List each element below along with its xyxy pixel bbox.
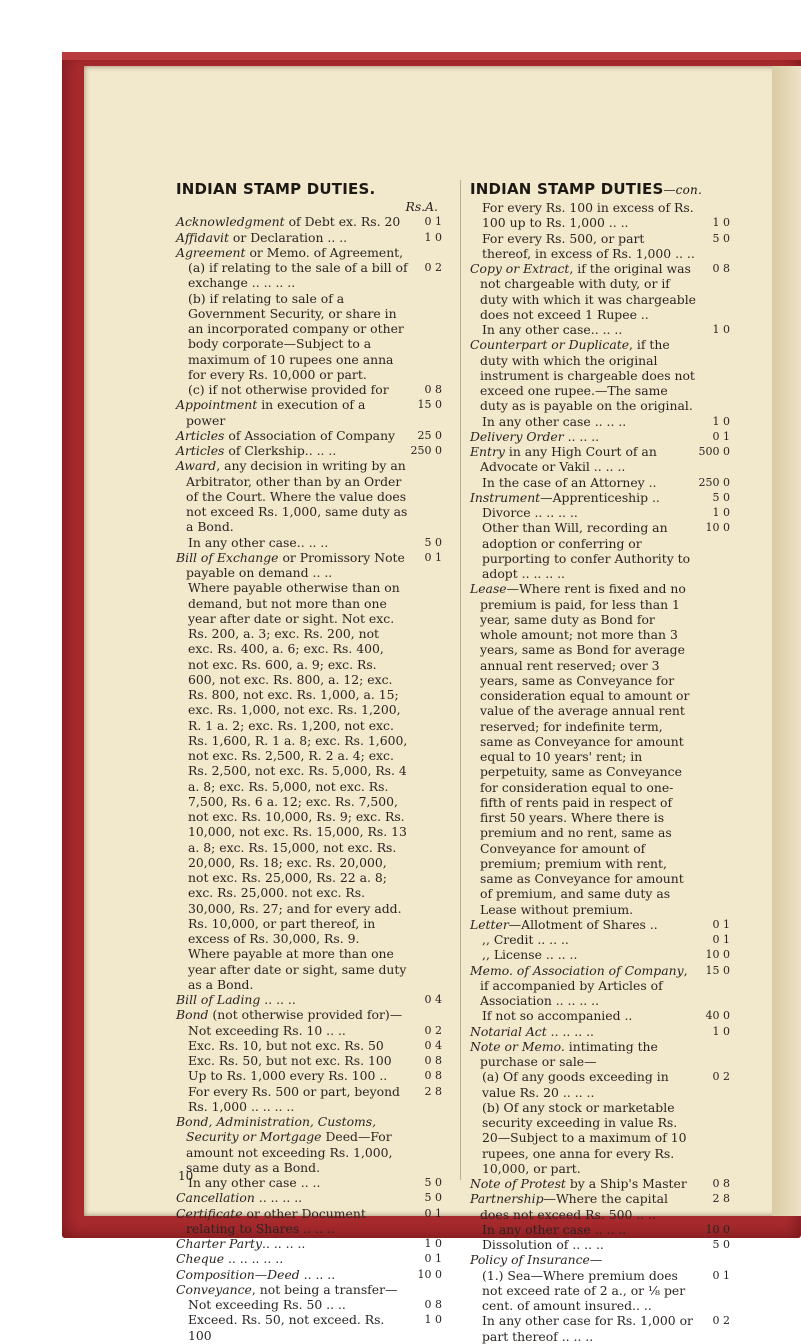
entry-text	[176, 1236, 408, 1251]
entry-text	[470, 444, 696, 475]
entry-text	[176, 946, 408, 992]
entry-description: In any other case for Rs. 1,000 or part thereof .. .. ..	[482, 1313, 693, 1344]
entry-duty-value: 0 1	[424, 550, 442, 564]
entry-duty-value: 10 0	[705, 521, 730, 535]
entry-text	[470, 1222, 696, 1237]
entry-description: intimating the purchase or sale—	[480, 1038, 658, 1069]
entry-row	[176, 946, 442, 992]
entry-duty-value: 0 8	[424, 1298, 442, 1311]
entry-text	[176, 1297, 408, 1312]
entry-duty-value: 15 0	[705, 963, 730, 977]
entry-text	[470, 1024, 696, 1039]
entry-row	[470, 581, 730, 917]
left-column-title: INDIAN STAMP DUTIES.	[176, 180, 376, 198]
entry-duty-value: 0 1	[712, 429, 730, 443]
entry-row	[470, 917, 730, 932]
entry-text	[176, 382, 408, 397]
entry-row	[176, 397, 442, 428]
column-divider	[460, 180, 461, 1180]
entry-text	[470, 947, 696, 962]
entry-duty-value: 0 2	[712, 1314, 730, 1328]
entry-term: Letter	[470, 916, 509, 932]
entry-text	[470, 1237, 696, 1252]
entry-duty-value: 2 8	[424, 1084, 442, 1098]
left-rs-label: Rs.A.	[405, 199, 438, 214]
entry-text	[470, 1176, 696, 1191]
entry-row	[176, 1206, 442, 1237]
entry-duty-value: 10 0	[705, 948, 730, 962]
entry-term: Articles	[176, 443, 225, 458]
entry-text	[176, 1251, 408, 1266]
entry-row	[176, 382, 442, 397]
entry-row	[470, 520, 730, 581]
entry-row	[470, 1268, 730, 1314]
entry-duty-value: 5 0	[424, 1191, 442, 1205]
entry-row	[176, 992, 442, 1007]
entry-text	[176, 1282, 408, 1297]
entry-text	[176, 1023, 408, 1038]
entry-duty-value: 0 1	[712, 1268, 730, 1282]
entry-row	[470, 429, 730, 444]
entry-description: (a) if relating to the sale of a bill of exchange .. .. .. ..	[188, 260, 408, 291]
entry-term: Acknowledgment	[176, 214, 285, 230]
entry-description: In any other case .. .. ..	[482, 1221, 627, 1237]
entry-text	[176, 1206, 408, 1237]
entry-description: or Declaration .. ..	[228, 229, 348, 245]
entry-row	[176, 1312, 442, 1343]
entry-text	[470, 429, 696, 444]
entry-text	[176, 458, 408, 534]
right-title-main: INDIAN STAMP DUTIES	[470, 180, 664, 198]
entry-row	[176, 1023, 442, 1038]
entry-text	[470, 505, 696, 520]
entry-row	[176, 428, 442, 443]
entry-term: Note or Memo.	[470, 1038, 565, 1054]
entry-row	[470, 1024, 730, 1039]
entry-term: Charter Party	[176, 1236, 263, 1251]
right-column-title	[470, 180, 730, 200]
entry-duty-value: 1 0	[424, 230, 442, 244]
left-entry-list	[176, 214, 442, 1343]
entry-term: Partnership	[470, 1191, 544, 1207]
entry-row	[176, 260, 442, 291]
entry-row	[176, 1251, 442, 1266]
entry-row	[470, 1222, 730, 1237]
entry-description: —Where the capital does not exceed Rs. 500 .. ..	[480, 1191, 668, 1222]
entry-text	[176, 1190, 408, 1205]
entry-description: (a) Of any goods exceeding in value Rs. 20 .. .. ..	[482, 1069, 669, 1100]
entry-term: Copy or Extract	[470, 261, 570, 276]
entry-text	[176, 580, 408, 946]
entry-description: in any High Court of an Advocate or Vakil .. .. ..	[480, 444, 657, 475]
entry-text	[470, 337, 696, 413]
entry-text	[176, 214, 408, 229]
entry-text	[470, 1008, 696, 1023]
entry-description: Other than Will, recording an adoption or conferring or purporting to confer Authority to adopt .. .. .. ..	[482, 520, 691, 581]
entry-row	[470, 932, 730, 947]
entry-row	[176, 230, 442, 245]
entry-duty-value: 0 2	[712, 1070, 730, 1084]
entry-duty-value: 0 1	[712, 917, 730, 931]
entry-duty-value: 1 0	[712, 506, 730, 519]
entry-duty-value: 0 2	[424, 1023, 442, 1037]
entry-duty-value: 40 0	[705, 1009, 730, 1023]
entry-description: —Allotment of Shares ..	[508, 916, 658, 932]
entry-description: .. .. ..	[563, 428, 600, 444]
entry-description: Deed—For amount not exceeding Rs. 1,000, same duty as a Bond.	[186, 1129, 393, 1175]
entry-description: .. .. ..	[260, 992, 296, 1007]
entry-duty-value: 0 1	[712, 933, 730, 946]
entry-duty-value: 1 0	[712, 323, 730, 336]
entry-term: Bond, Administration, Customs, Security or Mortgage	[176, 1114, 377, 1145]
entry-text	[176, 1038, 408, 1053]
entry-row	[470, 947, 730, 962]
entry-text	[470, 1313, 696, 1344]
entry-duty-value: 0 4	[424, 1038, 442, 1052]
entry-text	[470, 1100, 696, 1176]
entry-description: of Debt ex. Rs. 20	[284, 214, 401, 230]
entry-term: Cancellation	[176, 1190, 255, 1206]
entry-duty-value: 0 8	[424, 1054, 442, 1067]
entry-row	[176, 1007, 442, 1022]
entry-duty-value: 500 0	[698, 445, 730, 458]
entry-row	[470, 444, 730, 475]
entry-description: (1.) Sea—Where premium does not exceed rate of 2 a., or ⅛ per cent. of amount insured.. ..	[482, 1267, 686, 1313]
entry-text	[470, 490, 696, 505]
entry-description: .. .. .. ..	[254, 1190, 303, 1206]
entry-description: For every Rs. 500 or part, beyond Rs. 1,000 .. .. .. ..	[188, 1083, 400, 1114]
entry-term: Certificate	[176, 1205, 243, 1221]
entry-description: , any decision in writing by an Arbitrator, other than by an Order of the Court. Where the value does not exceed Rs. 1,000, same duty as a Bond.	[186, 458, 408, 535]
entry-term: Award	[176, 458, 217, 474]
entry-text	[176, 397, 408, 428]
entry-row	[176, 1267, 442, 1282]
entry-text	[176, 1068, 408, 1083]
entry-duty-value: 0 4	[424, 993, 442, 1006]
entry-term: Memo. of Association of Company	[470, 962, 684, 978]
entry-term: Notarial Act	[470, 1023, 547, 1039]
entry-description: by a Ship's Master	[565, 1176, 687, 1191]
facing-page-edge	[772, 66, 801, 1216]
entry-duty-value: 0 8	[712, 262, 730, 275]
entry-row	[176, 245, 442, 260]
entry-row	[176, 1038, 442, 1053]
entry-term: Agreement	[176, 244, 246, 260]
entry-duty-value: 0 2	[424, 261, 442, 274]
entry-row	[470, 200, 730, 215]
entry-text	[470, 581, 696, 917]
entry-row	[470, 261, 730, 322]
entry-description: (b) if relating to sale of a Government Security, or share in an incorporated company or other body corporate—Subject to a maximum of 10 rupees one anna for every Rs. 10,000 or part.	[188, 290, 404, 382]
entry-row	[470, 963, 730, 1009]
entry-term: Articles	[176, 427, 225, 443]
entry-text	[176, 443, 408, 458]
entry-duty-value: 1 0	[424, 1237, 442, 1250]
entry-duty-value: 10 0	[705, 1222, 730, 1236]
entry-description: or other Document relating to Shares .. .. ..	[186, 1205, 366, 1236]
entry-row	[176, 1190, 442, 1205]
entry-text	[470, 322, 696, 337]
page-number: 10	[178, 1169, 194, 1183]
entry-row	[176, 1175, 442, 1190]
entry-duty-value: 5 0	[712, 490, 730, 504]
entry-term: Bill of Exchange	[176, 549, 279, 565]
entry-text	[470, 414, 696, 429]
entry-duty-value: 2 8	[712, 1192, 730, 1206]
entry-row	[176, 214, 442, 229]
entry-term: Note of Protest	[470, 1176, 566, 1191]
entry-text	[470, 200, 696, 215]
entry-term: Instrument	[470, 489, 541, 505]
entry-description: , if the original was not chargeable with duty, or if duty with which it was chargeable does not exceed 1 Rupee ..	[480, 261, 696, 322]
entry-description: Divorce .. .. .. ..	[482, 505, 578, 520]
entry-description: ,, License .. .. ..	[482, 947, 578, 963]
right-title-suffix: —con.	[663, 183, 702, 197]
entry-row	[470, 322, 730, 337]
entry-text	[176, 1007, 408, 1022]
entry-duty-value: 25 0	[417, 428, 442, 442]
entry-term: Bond	[176, 1007, 209, 1023]
entry-text	[176, 992, 408, 1007]
entry-duty-value: 250 0	[410, 444, 442, 457]
entry-description: Not exceeding Rs. 50 .. ..	[188, 1297, 346, 1312]
entry-description: 100 up to Rs. 1,000 .. ..	[482, 215, 629, 231]
entry-term: Conveyance	[176, 1281, 252, 1297]
entry-description: For every Rs. 500, or part thereof, in excess of Rs. 1,000 .. ..	[482, 230, 695, 261]
entry-duty-value: 5 0	[424, 1176, 442, 1189]
entry-text	[176, 245, 408, 260]
entry-description: .. .. ..	[299, 1266, 336, 1282]
entry-text	[470, 1039, 696, 1070]
entry-description: .. .. .. ..	[262, 1236, 306, 1251]
entry-text	[176, 291, 408, 383]
entry-duty-value: 0 1	[424, 1252, 442, 1266]
entry-description: Where payable otherwise than on demand, but not more than one year after date or sight. Not exc. Rs. 200, a. 3; exc. Rs. 200, not exc. Rs. 400, a. 6; exc. Rs. 400, not exc. Rs. 600, a. 9; exc. Rs. 600, not exc. Rs. 800, a. 12; exc. Rs. 800, not exc. Rs. 1,000, a. 15; exc. Rs. 1,000, not exc. Rs. 1,200, R. 1 a. 2; exc. Rs. 1,200, not exc. Rs. 1,600, R. 1 a. 8; exc. Rs. 1,600, not exc. Rs. 2,500, R. 2 a. 4; exc. Rs. 2,500, not exc. Rs. 5,000, Rs. 4 a. 8; exc. Rs. 5,000, not exc. Rs. 7,500, Rs. 6 a. 12; exc. Rs. 7,500, not exc. Rs. 10,000, Rs. 9; exc. Rs. 10,000, not exc. Rs. 15,000, Rs. 13 a. 8; exc. Rs. 15,000, not exc. Rs. 20,000, Rs. 18; exc. Rs. 20,000, not exc. Rs. 25,000, Rs. 22 a. 8; exc. Rs. 25,000. not exc. Rs. 30,000, Rs. 27; and for every add. Rs. 10,000, or part thereof, in excess of Rs. 30,000, Rs. 9.	[188, 580, 408, 946]
entry-description: Dissolution of .. .. ..	[482, 1237, 604, 1252]
entry-description: , if accompanied by Articles of Association .. .. .. ..	[480, 962, 688, 1008]
entry-description: (b) Of any stock or marketable security exceeding in value Rs. 20—Subject to a maximum of 10 rupees, one anna for every Rs. 10,000, or part.	[482, 1099, 687, 1176]
entry-description: or Promissory Note payable on demand .. ..	[186, 549, 405, 580]
entry-text	[470, 520, 696, 581]
entry-duty-value: 0 8	[424, 383, 442, 396]
entry-description: , not being a transfer—	[251, 1281, 398, 1297]
entry-text	[470, 1268, 696, 1314]
entry-row	[470, 1008, 730, 1023]
entry-term: Counterpart or Duplicate	[470, 337, 630, 353]
entry-description: In any other case .. ..	[188, 1175, 321, 1190]
entry-row	[176, 535, 442, 550]
entry-row	[470, 1100, 730, 1176]
entry-text	[470, 1069, 696, 1100]
entry-description: Exceed. Rs. 50, not exceed. Rs. 100	[188, 1312, 385, 1343]
entry-description: , if the duty with which the original instrument is chargeable does not exceed one rupee.—The same duty as is payable on the original.	[480, 337, 695, 414]
entry-description: or Memo. of Agreement,	[245, 244, 404, 260]
entry-text	[176, 1114, 408, 1175]
entry-text	[470, 475, 696, 490]
entry-row	[176, 291, 442, 383]
entry-row	[470, 1069, 730, 1100]
entry-description: If not so accompanied ..	[482, 1008, 633, 1024]
entry-term: Policy of Insurance	[470, 1252, 590, 1268]
entry-text	[470, 932, 696, 947]
entry-duty-value: 1 0	[424, 1313, 442, 1327]
right-entry-list	[470, 200, 730, 1344]
entry-description: Up to Rs. 1,000 every Rs. 100 ..	[188, 1068, 388, 1084]
entry-text	[470, 261, 696, 322]
entry-row	[470, 1176, 730, 1191]
entry-text	[470, 231, 696, 262]
entry-row	[470, 490, 730, 505]
entry-row	[470, 337, 730, 413]
entry-duty-value: 0 1	[424, 215, 442, 229]
entry-description: of Association of Company	[224, 427, 396, 443]
entry-duty-value: 0 8	[712, 1177, 730, 1190]
entry-row	[470, 414, 730, 429]
entry-text	[176, 1267, 408, 1282]
entry-text	[176, 535, 408, 550]
entry-term: Affidavit	[176, 229, 229, 245]
entry-term: Cheque	[176, 1251, 225, 1267]
entry-description: —Where rent is fixed and no premium is paid, for less than 1 year, same duty as Bond for whole amount; not more than 3 years, same as Bond for average annual rent reserved; over 3 years, same as Conveyance for consideration equal to amount or value of the average annual rent reserved; for indefinite term, same as Conveyance for amount equal to 10 years' rent; in perpetuity, same as Conveyance for consideration equal to one-fifth of rents paid in respect of first 50 years. Where there is premium and no rent, same as Conveyance for amount of premium; premium with rent, same as Conveyance for amount of premium, and same duty as Lease without premium.	[480, 581, 690, 917]
entry-term: Appointment	[176, 397, 258, 413]
entry-row	[470, 1252, 730, 1267]
entry-duty-value: 10 0	[417, 1267, 442, 1281]
entry-description: In any other case .. .. ..	[482, 413, 627, 429]
entry-description: —Apprenticeship ..	[540, 489, 660, 505]
entry-description: Not exceeding Rs. 10 .. ..	[188, 1022, 346, 1038]
entry-text	[176, 1084, 408, 1115]
entry-description: (c) if not otherwise provided for	[188, 382, 389, 397]
entry-term: Entry	[470, 444, 505, 459]
entry-row	[176, 1084, 442, 1115]
entry-description: Exc. Rs. 50, but not exc. Rs. 100	[188, 1053, 392, 1068]
entry-term: Composition—Deed	[176, 1266, 300, 1282]
entry-description: Exc. Rs. 10, but not exc. Rs. 50	[188, 1037, 384, 1053]
entry-duty-value: 0 1	[424, 1206, 442, 1220]
entry-row	[470, 1313, 730, 1344]
entry-duty-value: 5 0	[712, 1238, 730, 1251]
entry-row	[470, 1039, 730, 1070]
cover-edge	[62, 52, 801, 60]
entry-duty-value: 1 0	[712, 414, 730, 428]
entry-row	[176, 443, 442, 458]
entry-text	[470, 963, 696, 1009]
entry-text	[470, 215, 696, 230]
entry-text	[176, 550, 408, 581]
left-column	[176, 180, 442, 1343]
entry-text	[470, 1252, 696, 1267]
entry-description: .. .. .. ..	[546, 1023, 594, 1039]
entry-description: In any other case.. .. ..	[482, 322, 623, 337]
entry-description: Where payable at more than one year after date or sight, same duty as a Bond.	[188, 946, 407, 992]
entry-row	[176, 550, 442, 581]
entry-row	[176, 1282, 442, 1297]
entry-text	[176, 428, 408, 443]
entry-row	[470, 1237, 730, 1252]
entry-text	[470, 917, 696, 932]
entry-text	[176, 260, 408, 291]
entry-text	[176, 230, 408, 245]
entry-description: In any other case.. .. ..	[188, 534, 329, 550]
entry-row	[470, 505, 730, 520]
entry-description: For every Rs. 100 in excess of Rs.	[482, 200, 694, 215]
entry-duty-value: 1 0	[712, 216, 730, 230]
entry-text	[470, 1191, 696, 1222]
right-column	[470, 180, 730, 1344]
entry-term: Bill of Lading	[176, 992, 261, 1007]
entry-text	[176, 1312, 408, 1343]
entry-description: ,, Credit .. .. ..	[482, 932, 569, 947]
entry-row	[470, 475, 730, 490]
entry-duty-value: 1 0	[712, 1024, 730, 1038]
entry-text	[176, 1053, 408, 1068]
entry-row	[470, 231, 730, 262]
entry-row	[176, 1053, 442, 1068]
entry-duty-value: 15 0	[417, 398, 442, 412]
entry-text	[176, 1175, 408, 1190]
entry-description: (not otherwise provided for)—	[208, 1007, 403, 1023]
entry-term: Lease	[470, 581, 507, 597]
entry-duty-value: 5 0	[424, 535, 442, 549]
entry-row	[176, 1236, 442, 1251]
entry-row	[176, 1068, 442, 1083]
entry-duty-value: 250 0	[698, 475, 730, 489]
entry-row	[470, 1191, 730, 1222]
entry-row	[470, 215, 730, 230]
entry-row	[176, 458, 442, 534]
entry-duty-value: 5 0	[712, 231, 730, 245]
entry-row	[176, 1114, 442, 1175]
entry-description: in execution of a power	[186, 397, 366, 428]
entry-row	[176, 1297, 442, 1312]
entry-description: —	[589, 1252, 603, 1268]
entry-description: .. .. .. .. ..	[224, 1251, 284, 1267]
entry-row	[176, 580, 442, 946]
entry-term: Delivery Order	[470, 428, 564, 444]
entry-description: of Clerkship.. .. ..	[224, 443, 337, 458]
entry-duty-value: 0 8	[424, 1069, 442, 1083]
entry-description: In the case of an Attorney ..	[482, 474, 657, 490]
